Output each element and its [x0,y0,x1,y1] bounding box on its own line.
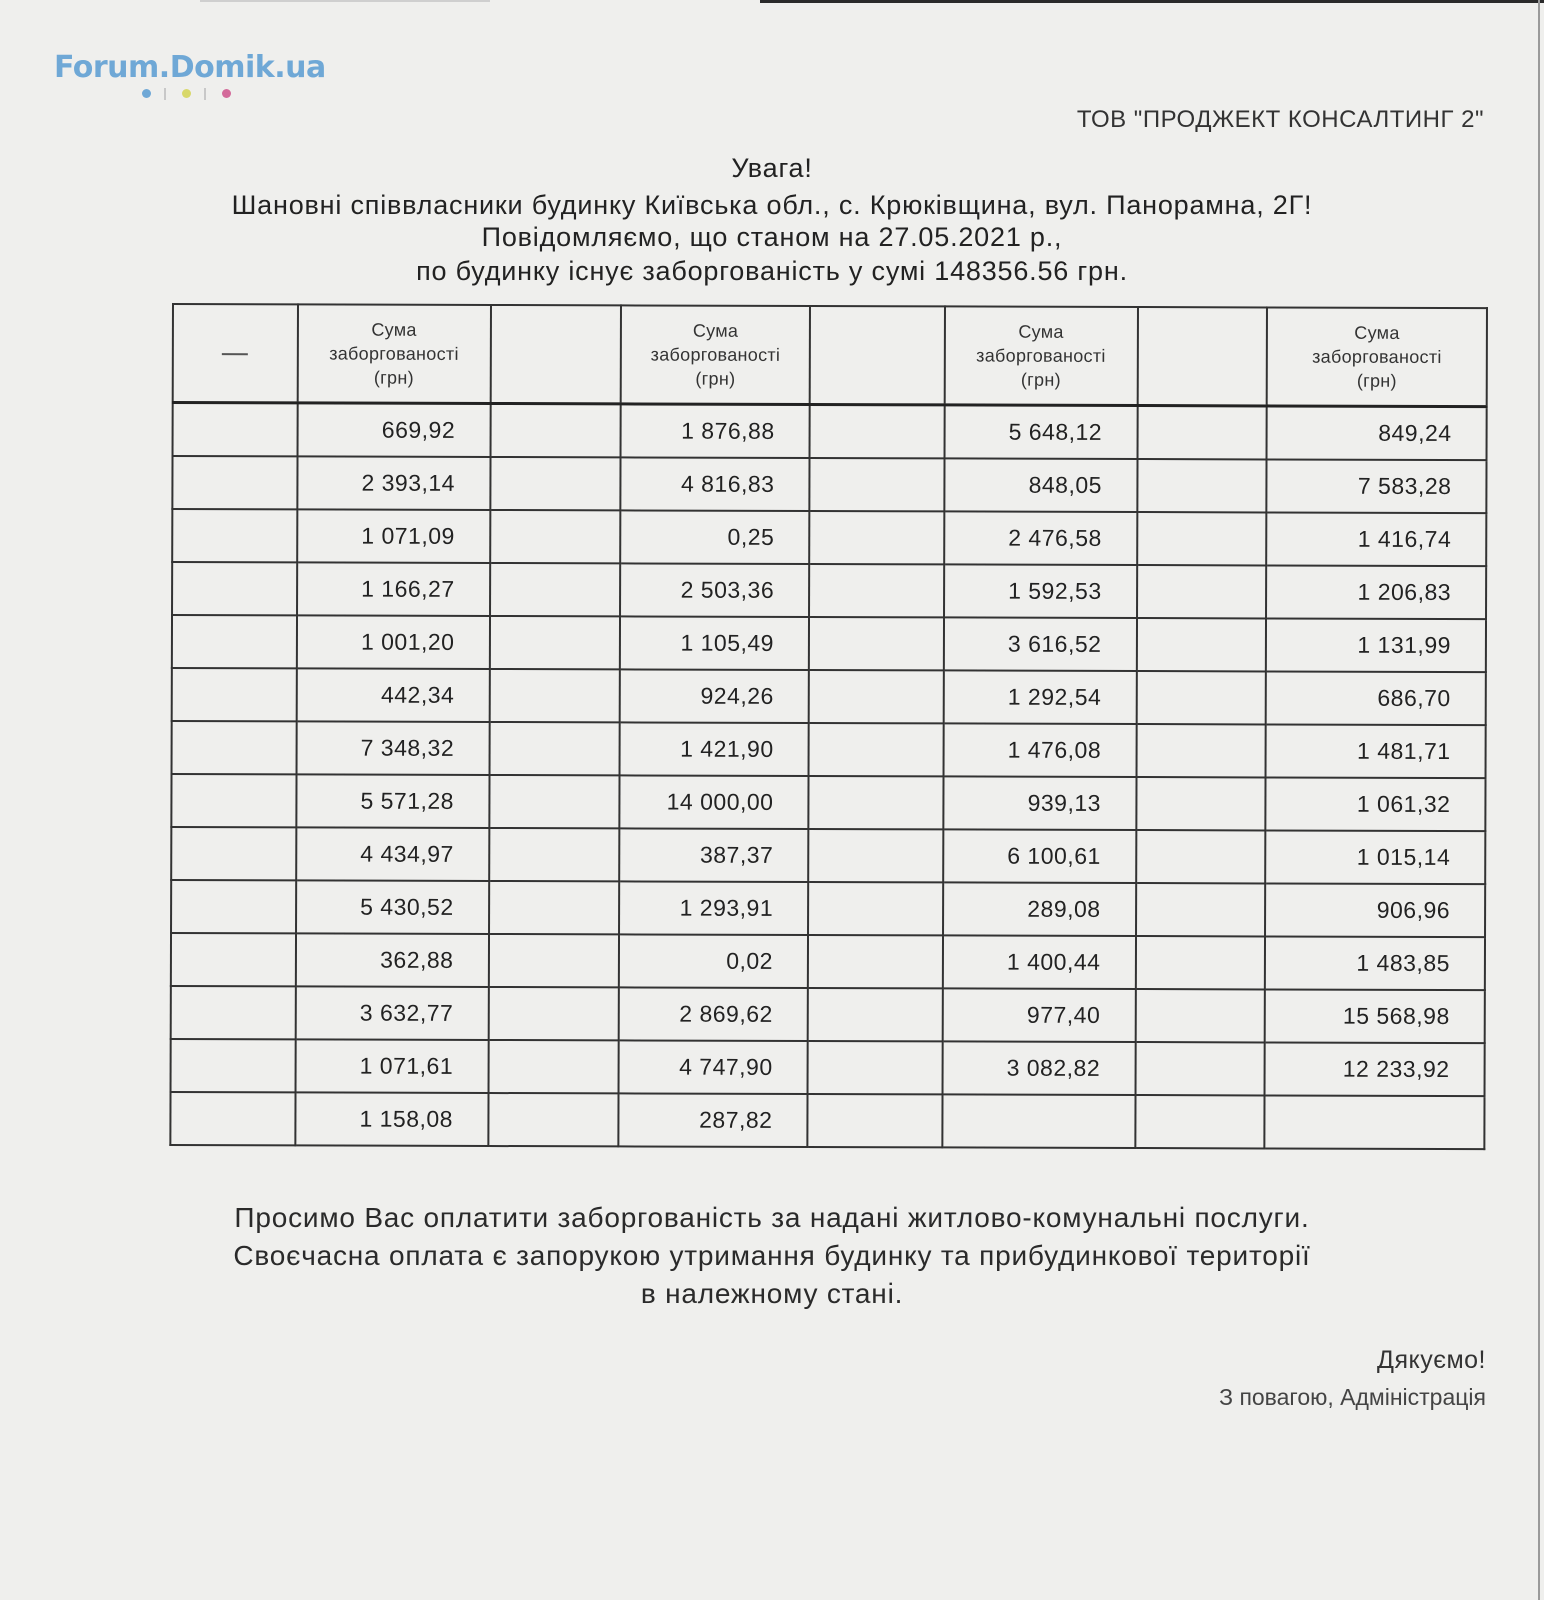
debt-amount-cell: 7 583,28 [1267,459,1487,513]
table-row [171,986,1485,1043]
debt-amount-cell: 849,24 [1267,406,1487,460]
watermark-dot-blue [142,89,151,98]
debt-amount-cell: 2 393,14 [297,456,490,510]
row-label-cell [489,775,620,828]
table-row [170,1092,1484,1149]
row-label-cell [808,935,943,988]
debt-amount-cell: 1 592,53 [944,564,1137,618]
row-label-cell [488,1040,619,1093]
debt-amount-cell: 5 430,52 [296,880,489,934]
debt-amount-cell: 6 100,61 [943,829,1136,883]
table-row [171,1039,1485,1096]
notice-address-line: Шановні співвласники будинку Київська обл., с. Крюківщина, вул. Панорамна, 2Г! [231,190,1313,220]
debt-amount-cell: 4 747,90 [619,1040,808,1094]
header-amount-cell: Сума заборгованості (грн) [621,305,810,404]
debt-amount-cell: 1 071,61 [295,1039,488,1093]
row-label-cell [808,829,943,882]
row-label-cell [1137,406,1267,460]
row-label-cell [1135,1042,1265,1095]
debt-amount-cell [1265,1095,1485,1149]
debt-amount-cell: 0,02 [619,934,808,988]
debt-amount-cell: 12 233,92 [1265,1042,1485,1096]
debt-amount-cell: 1 293,91 [619,881,808,935]
debt-amount-cell: 15 568,98 [1265,989,1485,1043]
row-label-cell [1136,777,1266,830]
debt-amount-cell: 2 869,62 [619,987,808,1041]
row-label-cell [489,828,620,881]
row-label-cell [490,563,621,616]
debt-amount-cell: 5 571,28 [296,774,489,828]
debt-amount-cell: 1 001,20 [297,615,490,669]
row-label-cell [490,404,621,458]
debt-amount-cell: 1 400,44 [943,935,1136,989]
row-label-cell [1135,989,1265,1042]
row-label-cell [809,564,944,617]
row-label-cell [488,987,619,1040]
debt-amount-cell: 1 416,74 [1266,512,1486,566]
row-label-cell [172,668,297,721]
closing-signature: З повагою, Адміністрація [1219,1384,1486,1410]
row-label-cell [172,509,297,562]
scan-edge-top-left [200,0,490,2]
appeal-line-2: Своєчасна оплата є запорукою утримання будинку та прибудинкової території [233,1240,1311,1271]
row-label-cell [1137,459,1267,512]
row-label-cell [171,1039,296,1092]
watermark-dot-yellow [182,89,191,98]
row-label-cell [172,456,297,509]
debt-amount-cell: 3 632,77 [295,986,488,1040]
debt-amount-cell: 1 292,54 [943,670,1136,724]
header-label-cell [810,306,945,405]
debt-amount-cell: 1 206,83 [1266,565,1486,619]
debt-amount-cell: 0,25 [620,510,809,564]
debt-amount-cell: 2 476,58 [944,511,1137,565]
row-label-cell [170,1092,295,1145]
table-row [172,456,1486,513]
company-name: ТОВ "ПРОДЖЕКТ КОНСАЛТИНГ 2" [1076,106,1484,133]
debt-amount-cell: 5 648,12 [944,405,1137,459]
row-label-cell [490,510,621,563]
row-label-cell [171,774,296,827]
row-label-cell [1136,830,1266,883]
closing-thanks: Дякуємо! [1377,1346,1486,1374]
debt-amount-cell: 1 131,99 [1266,618,1486,672]
row-label-cell [809,458,944,511]
row-label-cell [1136,883,1266,936]
row-label-cell [1137,565,1267,618]
header-label-cell [1137,307,1267,406]
row-label-cell [489,669,620,722]
table-row [172,668,1486,725]
debt-amount-cell: 1 876,88 [621,404,810,458]
header-amount-cell: Сума заборгованості (грн) [944,306,1137,405]
debt-amount-cell: 362,88 [296,933,489,987]
debt-amount-cell: 848,05 [944,458,1137,512]
debt-amount-cell: 14 000,00 [620,775,809,829]
row-label-cell [489,881,620,934]
table-row [171,774,1485,831]
notice-date-line: Повідомляємо, що станом на 27.05.2021 р., [481,222,1063,252]
header-label-cell [173,304,298,403]
debt-amount-cell: 387,37 [619,828,808,882]
row-label-cell [173,403,298,457]
table-row [171,827,1485,884]
debt-amount-cell: 924,26 [620,669,809,723]
row-label-cell [171,933,296,986]
row-label-cell [808,776,943,829]
debt-amount-cell: 3 616,52 [944,617,1137,671]
debt-amount-cell: 1 483,85 [1265,936,1485,990]
appeal-line-1: Просимо Вас оплатити заборгованість за надані житлово-комунальні послуги. [234,1202,1310,1233]
debt-amount-cell: 906,96 [1265,883,1485,937]
row-label-cell [809,670,944,723]
debt-amount-cell: 1 476,08 [943,723,1136,777]
debt-amount-cell: 2 503,36 [620,563,809,617]
watermark-dots [54,87,326,101]
debt-amount-cell: 287,82 [619,1093,808,1147]
row-label-cell [809,617,944,670]
dash-mark [222,353,248,355]
debt-amount-cell: 1 158,08 [295,1092,488,1146]
header-amount-cell: Сума заборгованості (грн) [1267,307,1487,406]
watermark-dot-pink [222,89,231,98]
debt-amount-cell: 289,08 [943,882,1136,936]
table-header-row [173,304,1487,407]
debt-amount-cell: 442,34 [296,668,489,722]
debt-amount-cell: 1 481,71 [1266,724,1486,778]
row-label-cell [808,1041,943,1094]
row-label-cell [488,1093,619,1146]
appeal-line-3: в належному стані. [640,1278,904,1309]
table-row [172,721,1486,778]
notice-title: Увага! [731,153,813,183]
table-row [173,403,1487,461]
debt-amount-cell [942,1094,1135,1148]
row-label-cell [172,562,297,615]
debt-amount-cell: 3 082,82 [942,1041,1135,1095]
debt-amount-cell: 977,40 [942,988,1135,1042]
row-label-cell [1135,936,1265,989]
row-label-cell [171,827,296,880]
debt-amount-cell: 939,13 [943,776,1136,830]
row-label-cell [1136,618,1266,671]
debt-amount-cell: 686,70 [1266,671,1486,725]
table-row [171,933,1485,990]
watermark-separator [164,88,166,100]
debt-amount-cell: 1 071,09 [297,509,490,563]
table-row [172,509,1486,566]
debt-amount-cell: 1 421,90 [620,722,809,776]
row-label-cell [810,405,945,459]
debt-amount-cell: 669,92 [297,403,490,457]
row-label-cell [490,457,621,510]
debt-amount-cell: 1 166,27 [297,562,490,616]
row-label-cell [808,988,943,1041]
row-label-cell [1136,671,1266,724]
notice-total-line: по будинку існує заборгованість у сумі 148356.56 грн. [416,256,1128,286]
table-row [171,880,1485,937]
header-label-cell [490,305,621,404]
table-body [170,403,1486,1150]
row-label-cell [809,511,944,564]
row-label-cell [1135,1095,1265,1148]
row-label-cell [1137,512,1267,565]
row-label-cell [807,1094,942,1147]
scan-edge-top-right [760,0,1544,3]
row-label-cell [172,615,297,668]
debt-amount-cell: 1 105,49 [620,616,809,670]
watermark-logo [54,50,326,101]
row-label-cell [809,723,944,776]
header-amount-cell: Сума заборгованості (грн) [297,304,490,403]
debt-amount-cell: 4 434,97 [296,827,489,881]
row-label-cell [1136,724,1266,777]
watermark-text: Forum.Domik.ua [54,50,326,85]
row-label-cell [488,934,619,987]
watermark-separator [204,88,206,100]
row-label-cell [489,722,620,775]
row-label-cell [172,721,297,774]
table-row [172,562,1486,619]
row-label-cell [171,880,296,933]
row-label-cell [808,882,943,935]
debt-amount-cell: 7 348,32 [296,721,489,775]
row-label-cell [489,616,620,669]
debt-table [169,303,1488,1150]
table-row [172,615,1486,672]
row-label-cell [171,986,296,1039]
debt-amount-cell: 4 816,83 [621,457,810,511]
debt-amount-cell: 1 015,14 [1265,830,1485,884]
debt-amount-cell: 1 061,32 [1266,777,1486,831]
